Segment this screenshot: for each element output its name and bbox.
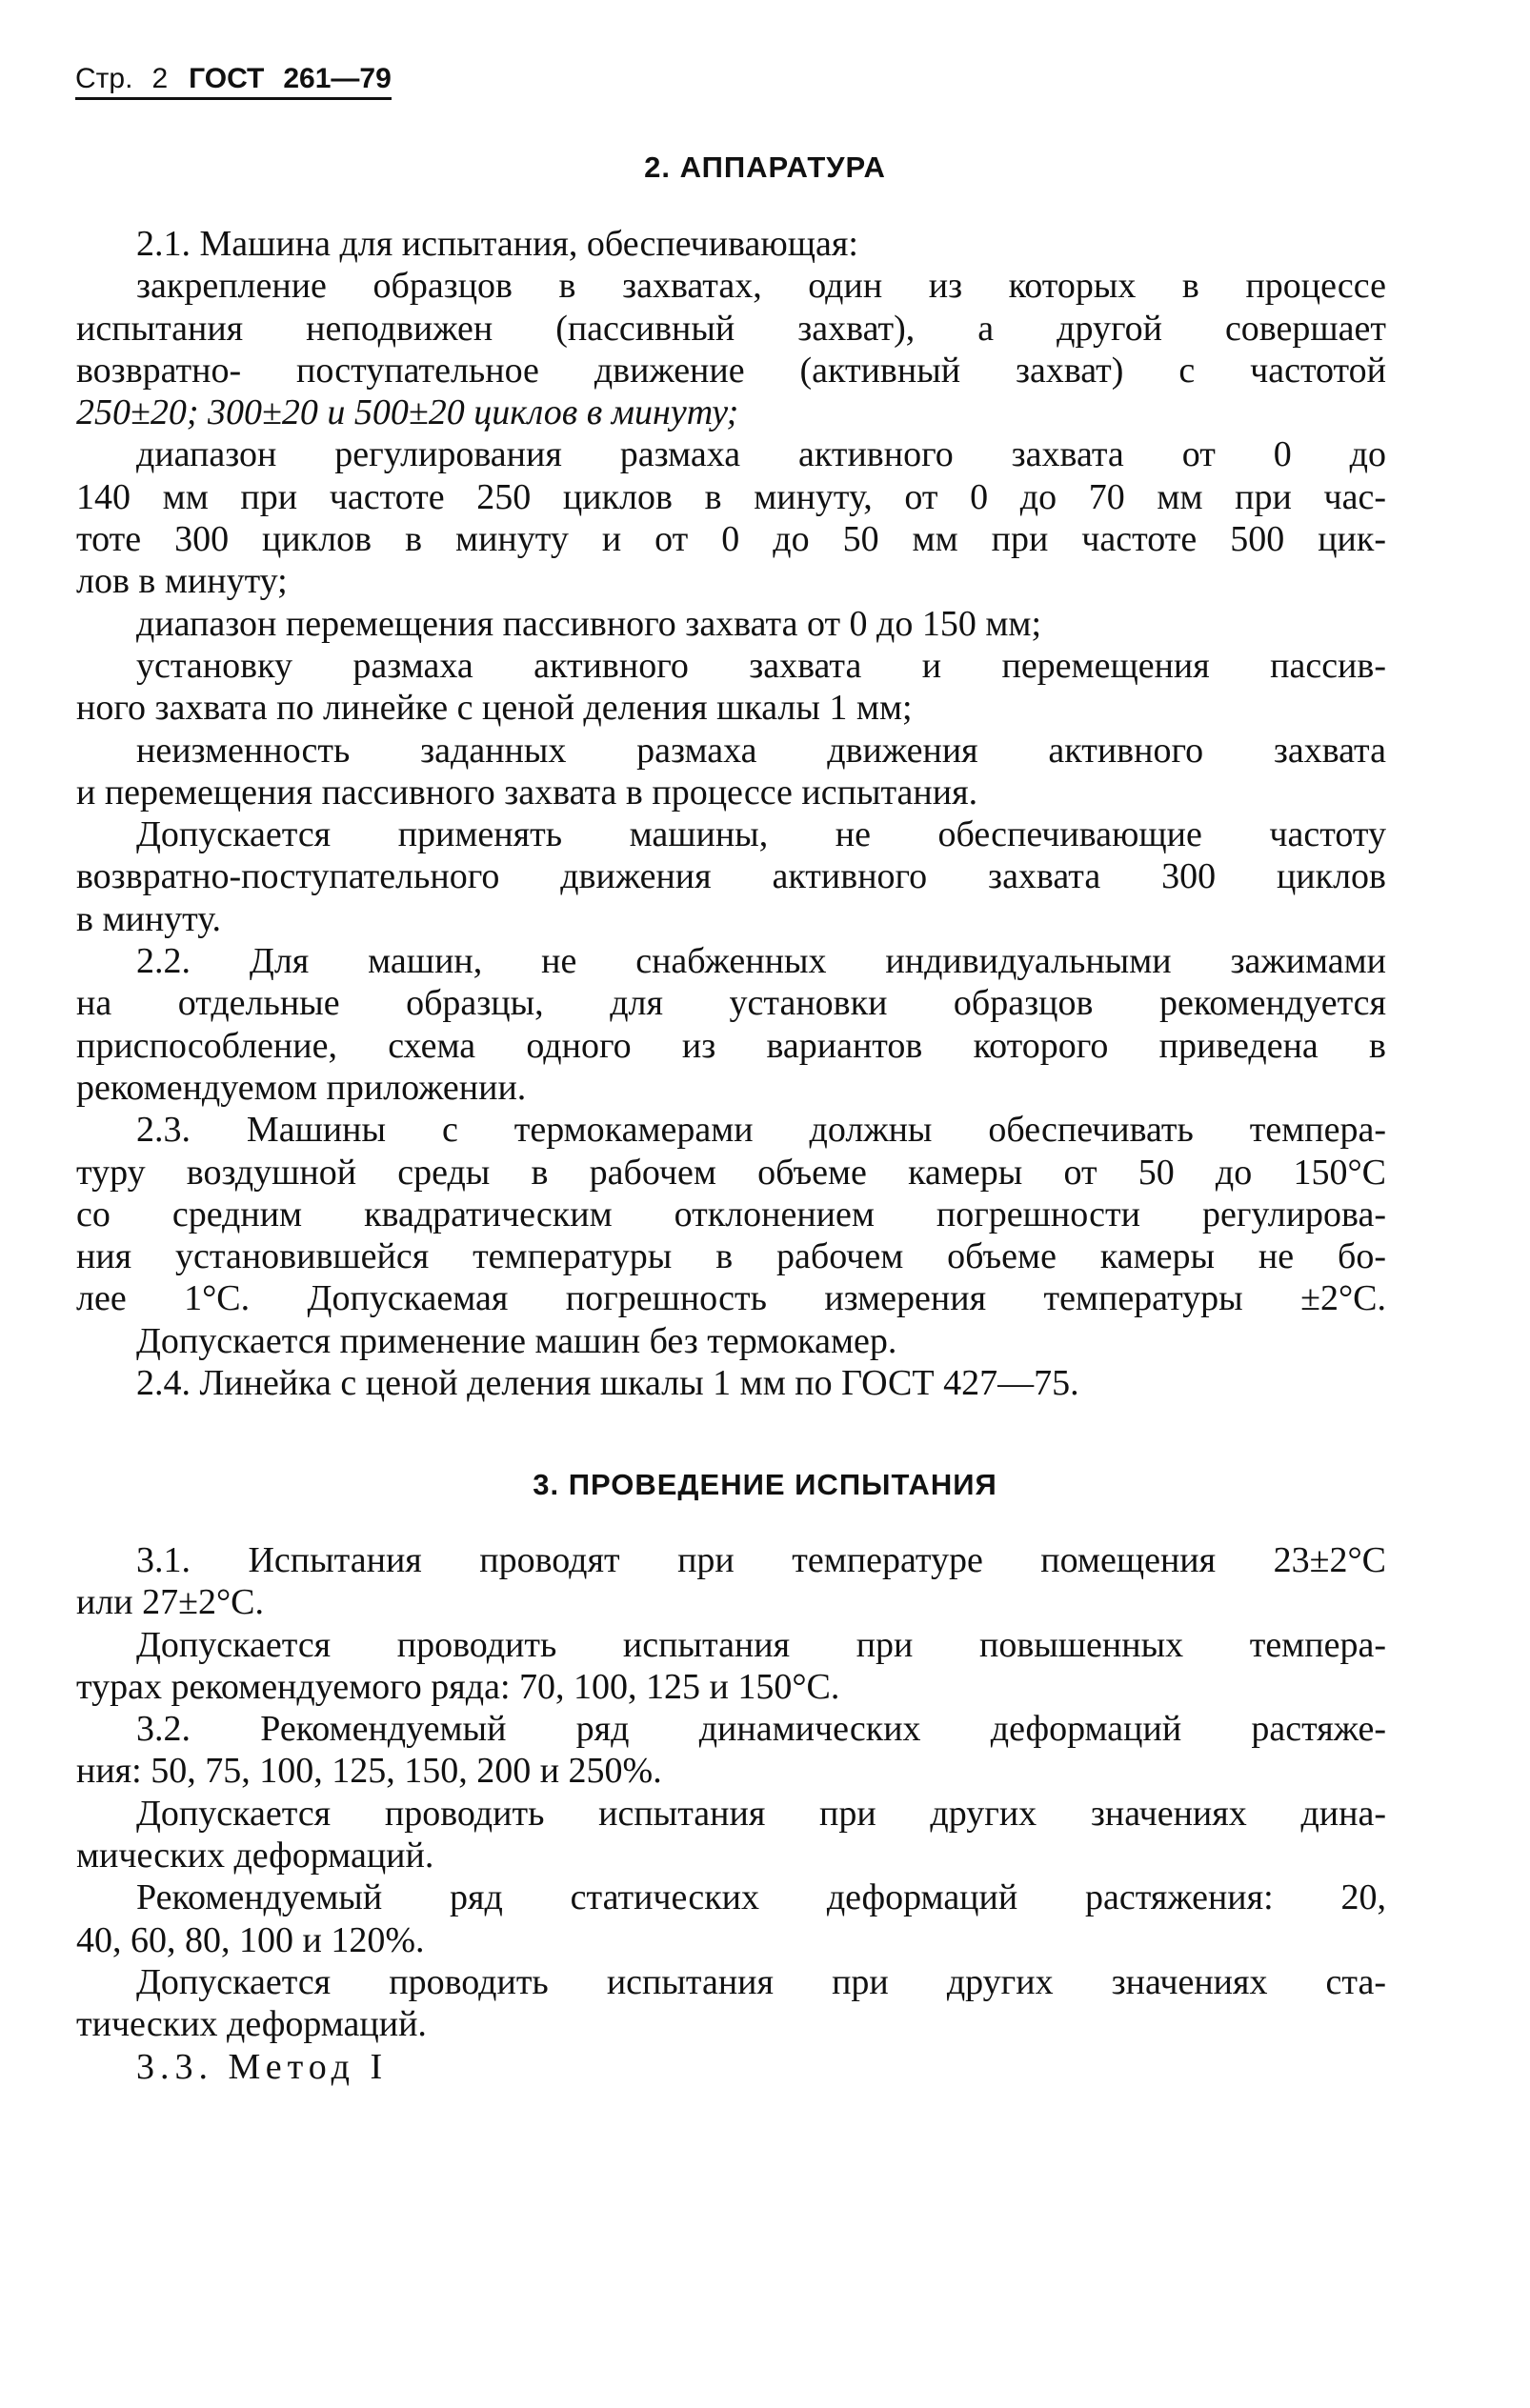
standard-label: ГОСТ xyxy=(189,63,265,94)
text-line: рекомендуемом приложении. xyxy=(76,1067,527,1108)
page-label: Стр. xyxy=(75,63,133,94)
page-header xyxy=(75,63,392,100)
text-line: или 27±2°С. xyxy=(76,1582,265,1623)
document-number: 261—79 xyxy=(283,63,392,94)
text-line: 2.1. Машина для испытания, обеспечивающая: xyxy=(136,224,858,264)
text-line: 3.1. Испытания проводят при температуре помещения 23±2°С xyxy=(136,1540,1386,1580)
text-line: 2.2. Для машин, не снабженных индивидуальными зажимами xyxy=(136,941,1386,982)
text-line: ния установившейся температуры в рабочем объеме камеры не бо- xyxy=(76,1236,1386,1277)
text-line: 250±20; 300±20 и 500±20 циклов в минуту; xyxy=(76,392,739,433)
text-line: испытания неподвижен (пассивный захват), а другой совершает xyxy=(76,308,1386,349)
text-line: ного захвата по линейке с ценой деления шкалы 1 мм; xyxy=(76,688,913,729)
text-line: 3.2. Рекомендуемый ряд динамических деформаций растяже- xyxy=(136,1709,1386,1750)
text-line: Рекомендуемый ряд статических деформаций растяжения: 20, xyxy=(136,1877,1386,1918)
text-line: тических деформаций. xyxy=(76,2004,427,2045)
page-number: 2 xyxy=(151,63,169,94)
text-line: и перемещения пассивного захвата в процессе испытания. xyxy=(76,772,978,813)
text-line: со средним квадратическим отклонением погрешности регулирова- xyxy=(76,1194,1386,1234)
text-line: 3.3. Метод I xyxy=(136,2046,389,2087)
section-testing-body xyxy=(76,1539,1386,2088)
section-title-testing: 3. ПРОВЕДЕНИЕ ИСПЫТАНИЯ xyxy=(533,1468,997,1501)
text-line: возвратно-поступательного движения активного захвата 300 циклов xyxy=(76,856,1386,897)
text-line: лов в минуту; xyxy=(76,561,288,602)
text-line: мических деформаций. xyxy=(76,1836,434,1876)
text-line: диапазон регулирования размаха активного захвата от 0 до xyxy=(136,434,1386,475)
text-line: 2.4. Линейка с ценой деления шкалы 1 мм по ГОСТ 427—75. xyxy=(136,1363,1079,1404)
text-line: 2.3. Машины с термокамерами должны обеспечивать темпера- xyxy=(136,1110,1386,1151)
text-line: тоте 300 циклов в минуту и от 0 до 50 мм при частоте 500 цик- xyxy=(76,519,1386,560)
text-line: лее 1°С. Допускаемая погрешность измерения температуры ±2°С. xyxy=(76,1278,1386,1319)
text-line: Допускается проводить испытания при других значениях дина- xyxy=(136,1793,1386,1834)
text-line: в минуту. xyxy=(76,898,221,939)
text-line: приспособление, схема одного из вариантов которого приведена в xyxy=(76,1025,1386,1066)
text-line: Допускается применение машин без термокамер. xyxy=(136,1320,897,1361)
text-line: турах рекомендуемого ряда: 70, 100, 125 и 150°С. xyxy=(76,1666,840,1707)
text-line: 40, 60, 80, 100 и 120%. xyxy=(76,1919,425,1960)
text-line: установку размаха активного захвата и перемещения пассив- xyxy=(136,645,1386,686)
text-line: Допускается применять машины, не обеспечивающие частоту xyxy=(136,814,1386,855)
text-line: ния: 50, 75, 100, 125, 150, 200 и 250%. xyxy=(76,1751,662,1792)
section-apparatus-body xyxy=(76,223,1386,1404)
text-line: 140 мм при частоте 250 циклов в минуту, от 0 до 70 мм при час- xyxy=(76,476,1386,517)
text-line: туру воздушной среды в рабочем объеме камеры от 50 до 150°С xyxy=(76,1152,1386,1193)
text-line: возвратно- поступательное движение (активный захват) с частотой xyxy=(76,350,1386,391)
text-line: неизменность заданных размаха движения активного захвата xyxy=(136,730,1386,771)
text-line: диапазон перемещения пассивного захвата от 0 до 150 мм; xyxy=(136,603,1042,644)
text-line: Допускается проводить испытания при других значениях ста- xyxy=(136,1961,1386,2002)
text-line: на отдельные образцы, для установки образцов рекомендуется xyxy=(76,983,1386,1024)
section-title-apparatus: 2. АППАРАТУРА xyxy=(644,150,886,184)
text-line: Допускается проводить испытания при повышенных темпера- xyxy=(136,1624,1386,1665)
text-line: закрепление образцов в захватах, один из которых в процессе xyxy=(136,266,1386,307)
